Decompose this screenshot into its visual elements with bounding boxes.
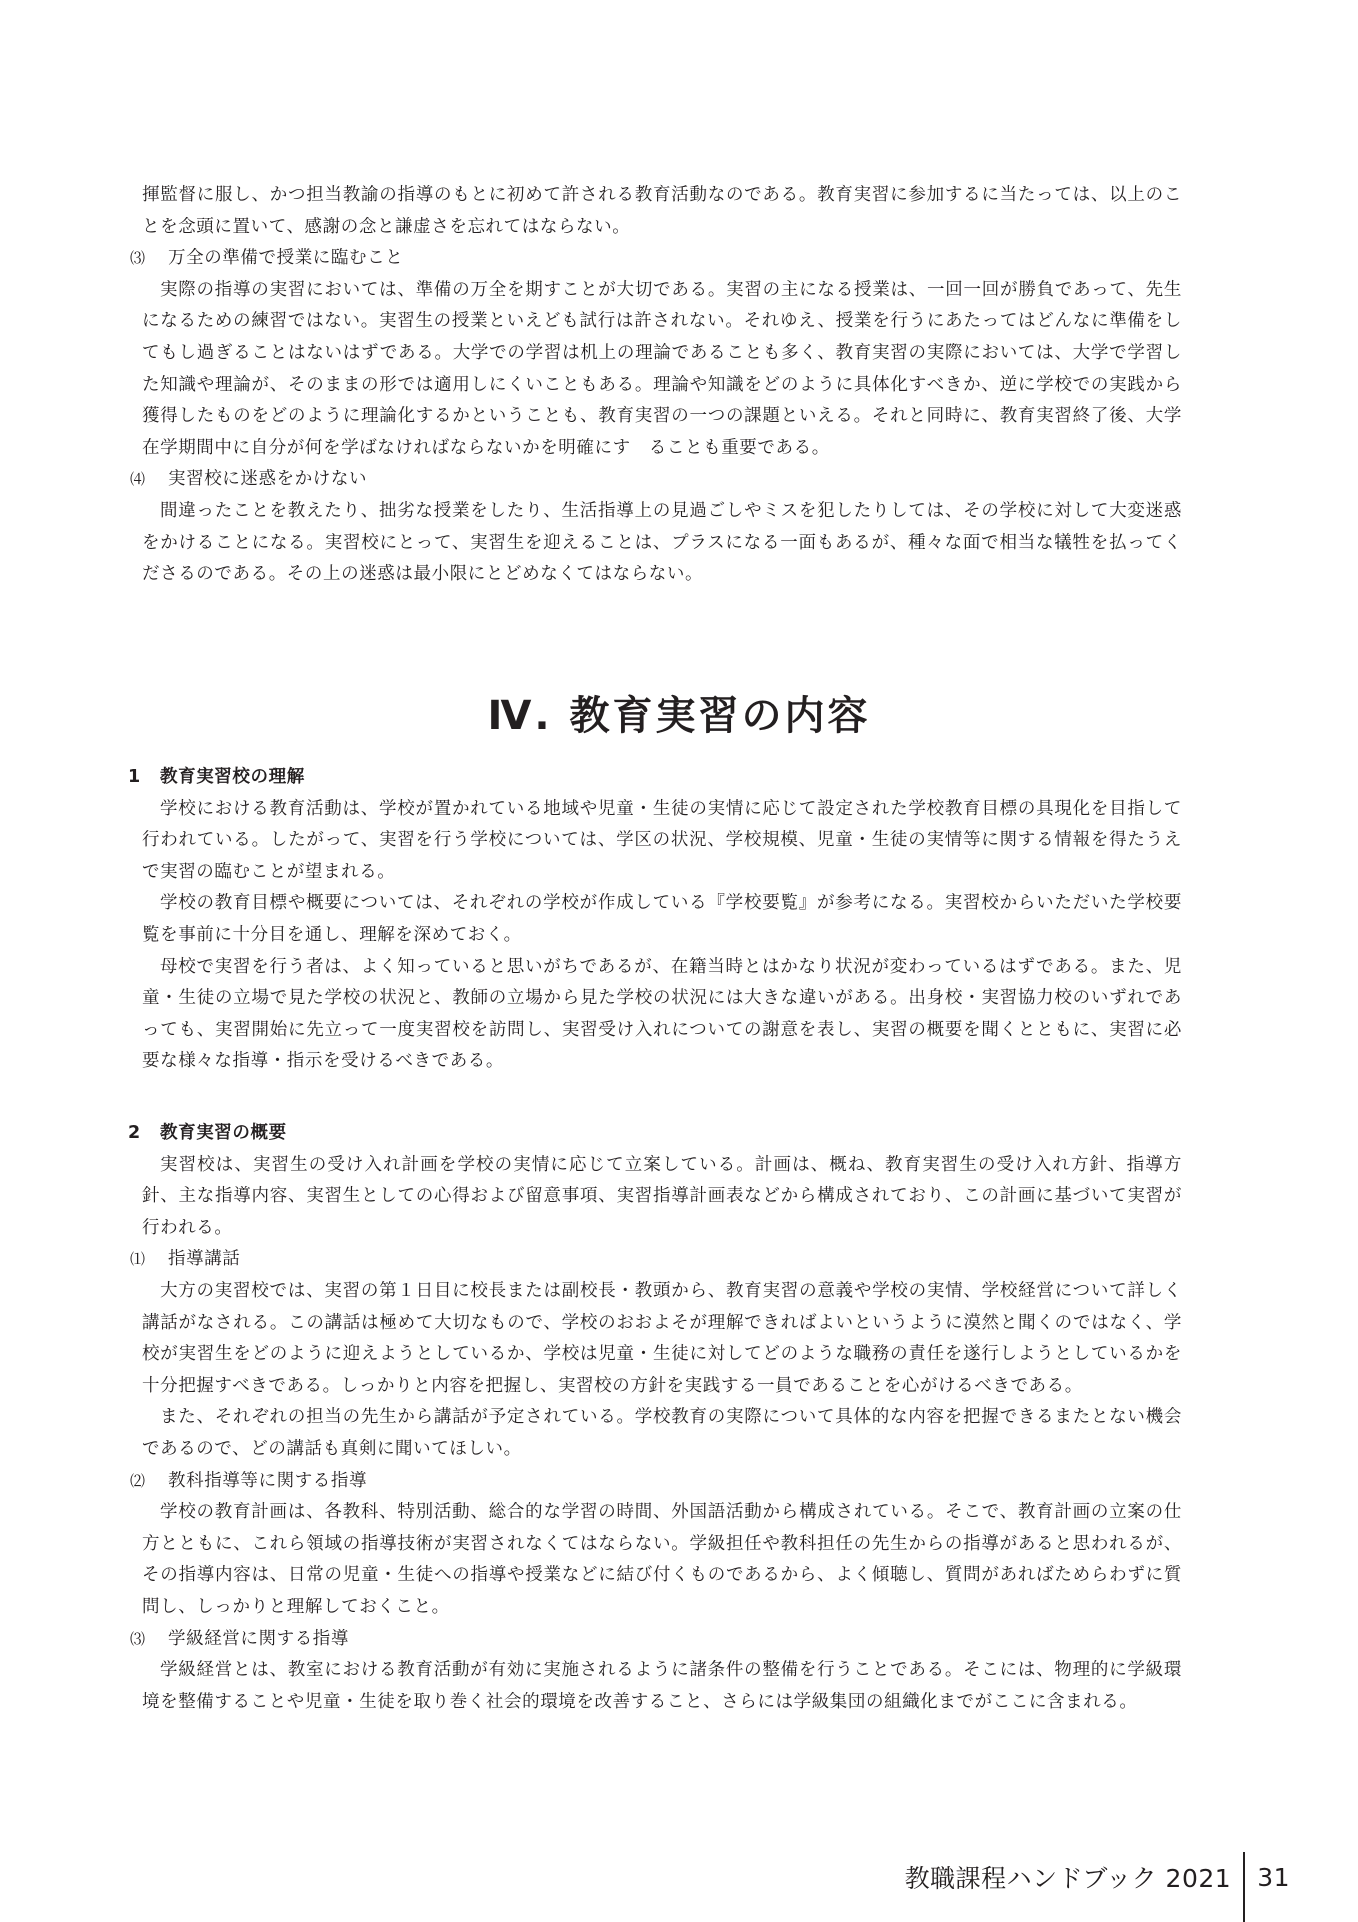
paragraph: 学校の教育目標や概要については、それぞれの学校が作成している『学校要覧』が参考になる。実習校からいただいた学校要覧を事前に十分目を通し、理解を深めておく。	[142, 893, 1182, 945]
paragraph: 学校における教育活動は、学校が置かれている地域や児童・生徒の実情に応じて設定された学校教育目標の具現化を目指して行われている。したがって、実習を行う学校については、学区の状況、学校規模、児童・生徒の実情等に関する情報を得たうえで実習の臨むことが望まれる。	[142, 798, 1182, 882]
subsection-heading	[130, 1244, 1182, 1276]
subsection-heading	[130, 464, 1182, 496]
subsection-heading	[130, 1466, 1182, 1498]
paragraph: 母校で実習を行う者は、よく知っていると思いがちであるが、在籍当時とはかなり状況が変わっているはずである。また、児童・生徒の立場で見た学校の状況と、教師の立場から見た学校の状況には大きな違いがある。出身校・実習協力校のいずれであっても、実習開始に先立って一度実習校を訪問し、実習受け入れについての謝意を表し、実習の概要を聞くとともに、実習に必要な様々な指導・指示を受けるべきである。	[142, 956, 1182, 1072]
section-number: 2	[128, 1123, 141, 1143]
subsection-title: 教科指導等に関する指導	[168, 1470, 368, 1491]
paragraph: 揮監督に服し、かつ担当教諭の指導のもとに初めて許される教育活動なのである。教育実習に参加するに当たっては、以上のことを念頭に置いて、感謝の念と謙虚さを忘れてはならない。	[142, 185, 1182, 237]
page-footer	[905, 1854, 1290, 1900]
subsection-title: 学級経営に関する指導	[168, 1628, 349, 1649]
chapter-title: Ⅳ. 教育実習の内容	[487, 693, 871, 739]
page-number: 31	[1257, 1862, 1290, 1892]
subsection-number: ⑵	[130, 1471, 146, 1490]
subsection-heading	[130, 1624, 1182, 1656]
paragraph: 学級経営とは、教室における教育活動が有効に実施されるように諸条件の整備を行うことである。そこには、物理的に学級環境を整備することや児童・生徒を取り巻く社会的環境を改善すること、さらには学級集団の組織化までがここに含まれる。	[142, 1660, 1182, 1712]
subsection-title: 万全の準備で授業に臨むこと	[168, 248, 404, 269]
paragraph: 実習校は、実習生の受け入れ計画を学校の実情に応じて立案している。計画は、概ね、教育実習生の受け入れ方針、指導方針、主な指導内容、実習生としての心得および留意事項、実習指導計画表などから構成されており、この計画に基づいて実習が行われる。	[142, 1154, 1182, 1238]
subsection-number: ⑶	[130, 1629, 146, 1648]
subsection-title: 実習校に迷惑をかけない	[168, 469, 368, 490]
continuation-section	[130, 180, 1182, 591]
paragraph: 学校の教育計画は、各教科、特別活動、総合的な学習の時間、外国語活動から構成されている。そこで、教育計画の立案の仕方とともに、これら領域の指導技術が実習されなくてはならない。学級担任や教科担任の先生からの指導があると思われるが、その指導内容は、日常の児童・生徒への指導や授業などに結び付くものであるから、よく傾聴し、質問があればためらわずに質問し、しっかりと理解しておくこと。	[142, 1502, 1182, 1617]
subsection-number: ⑷	[130, 470, 146, 489]
section-heading	[128, 1118, 1182, 1150]
section-number: 1	[128, 767, 141, 787]
paragraph: また、それぞれの担当の先生から講話が予定されている。学校教育の実際について具体的な内容を把握できるまたとない機会であるので、どの講話も真剣に聞いてほしい。	[142, 1407, 1182, 1459]
paragraph: 大方の実習校では、実習の第１日目に校長または副校長・教頭から、教育実習の意義や学校の実情、学校経営について詳しく講話がなされる。この講話は極めて大切なもので、学校のおおよそが理解できればよいというように漠然と聞くのではなく、学校が実習生をどのように迎えようとしているか、学校は児童・生徒に対してどのような職務の責任を遂行しようとしているかを十分把握すべきである。しっかりと内容を把握し、実習校の方針を実践する一員であることを心がけるべきである。	[142, 1280, 1182, 1396]
paragraph: 実際の指導の実習においては、準備の万全を期すことが大切である。実習の主になる授業は、一回一回が勝負であって、先生になるための練習ではない。実習生の授業といえども試行は許されない。それゆえ、授業を行うにあたってはどんなに準備をしてもし過ぎることはないはずである。大学での学習は机上の理論であることも多く、教育実習の実際においては、大学で学習した知識や理論が、そのままの形では適用しにくいこともある。理論や知識をどのように具体化すべきか、逆に学校での実践から獲得したものをどのように理論化するかということも、教育実習の一つの課題といえる。それと同時に、教育実習終了後、大学在学期間中に自分が何を学ばなければならないかを明確にす ることも重要である。	[142, 279, 1182, 458]
section-2	[128, 1118, 1182, 1718]
section-title: 教育実習の概要	[160, 1123, 287, 1143]
paragraph: 間違ったことを教えたり、拙劣な授業をしたり、生活指導上の見過ごしやミスを犯したりしては、その学校に対して大変迷惑をかけることになる。実習校にとって、実習生を迎えることは、プラスになる一面もあるが、種々な面で相当な犠牲を払ってくださるのである。その上の迷惑は最小限にとどめなくてはならない。	[142, 500, 1182, 585]
book-title: 教職課程ハンドブック 2021	[904, 1864, 1232, 1893]
section-heading	[128, 762, 1182, 794]
section-title: 教育実習校の理解	[160, 767, 305, 787]
subsection-heading	[130, 243, 1182, 275]
subsection-number: ⑴	[130, 1250, 146, 1269]
subsection-number: ⑶	[130, 249, 146, 268]
section-1	[128, 762, 1182, 1078]
subsection-title: 指導講話	[168, 1249, 241, 1270]
footer-divider	[1243, 1852, 1245, 1922]
